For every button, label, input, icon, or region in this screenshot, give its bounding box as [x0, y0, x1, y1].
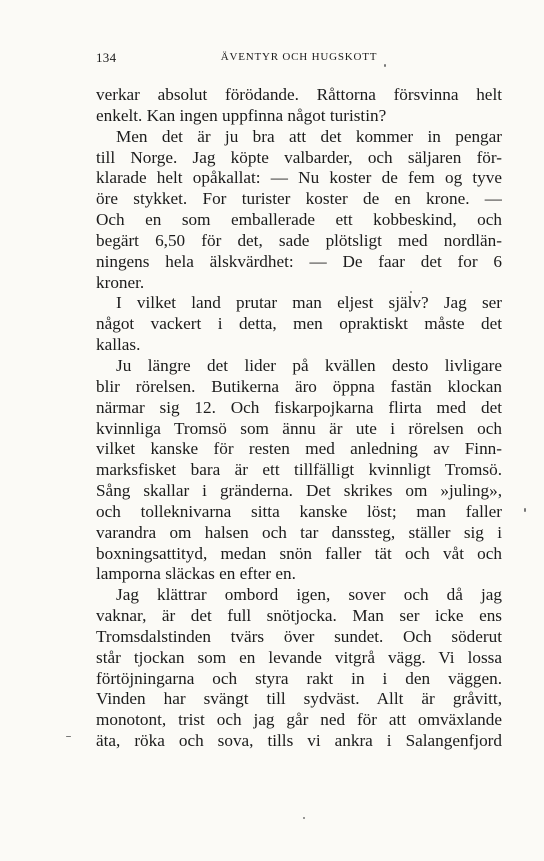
- text-line: kallas.: [96, 335, 141, 355]
- text-line: ningens hela älskvärdhet: — De faar det for 6: [96, 251, 502, 271]
- text-line: lamporna släckas en efter en.: [96, 564, 296, 584]
- text-line: Tromsdalstinden tvärs över sundet. Och söderut: [96, 626, 502, 646]
- text-line: Men det är ju bra att det kommer in pengar: [116, 126, 502, 146]
- text-line: vilket kanske för resten med anledning av Finn-: [96, 439, 502, 459]
- text-line: närmar sig 12. Och fiskarpojkarna flirta med det: [96, 397, 502, 417]
- page-header: [96, 50, 502, 70]
- print-speck: [524, 508, 526, 512]
- text-line: öre stykket. For turister koster de en krone. —: [96, 189, 502, 209]
- text-line: förtöjningarna och styra rakt in i den väggen.: [96, 668, 502, 688]
- text-line: och tolleknivarna sitta kanske löst; man faller: [96, 501, 502, 521]
- page-number: 134: [96, 50, 117, 65]
- text-line: vaknar, är det full snötjocka. Man ser icke ens: [96, 606, 502, 626]
- text-line: I vilket land prutar man eljest själv? Jag ser: [116, 293, 502, 313]
- running-title: ÄVENTYR OCH HUGSKOTT: [220, 51, 378, 63]
- print-speck: [66, 736, 71, 737]
- text-line: Ju längre det lider på kvällen desto livligare: [116, 355, 502, 375]
- text-line: verkar absolut förödande. Råttorna försvinna helt: [96, 85, 502, 104]
- print-speck: [410, 291, 412, 293]
- text-line: Vinden har svängt till sydväst. Allt är gråvitt,: [96, 689, 502, 709]
- text-line: står tjockan som en levande vitgrå vägg. Vi lossa: [96, 647, 502, 667]
- text-line: Och en som emballerade ett kobbeskind, och: [96, 210, 502, 230]
- text-line: äta, röka och sova, tills vi ankra i Salangenfjord: [96, 731, 502, 751]
- body-text: [96, 85, 502, 752]
- print-speck: [303, 817, 305, 819]
- text-line: något vackert i detta, men opraktiskt måste det: [96, 314, 502, 334]
- text-line: varandra om halsen och tar danssteg, ställer sig i: [96, 522, 502, 542]
- text-line: enkelt. Kan ingen uppfinna något turistin?: [96, 105, 387, 125]
- text-line: blir rörelsen. Butikerna äro öppna fastän klockan: [96, 376, 502, 396]
- text-line: Jag klättrar ombord igen, sover och då jag: [116, 585, 502, 605]
- text-line: begärt 6,50 för det, sade plötsligt med nordlän-: [96, 230, 502, 250]
- text-line: monotont, trist och jag går ned för att omväxlande: [96, 710, 502, 730]
- text-line: marksfisket bara är ett tillfälligt kvinnligt Tromsö.: [96, 460, 502, 480]
- text-line: kroner.: [96, 272, 145, 292]
- text-line: klarade helt opåkallat: — Nu koster de fem og tyve: [96, 168, 502, 188]
- text-line: till Norge. Jag köpte valbarder, och säljaren för-: [96, 147, 502, 167]
- text-line: Sång skallar i gränderna. Det skrikes om »juling»,: [96, 481, 502, 501]
- print-speck: [384, 64, 386, 67]
- text-line: kvinnliga Tromsö som ännu är ute i rörelsen och: [96, 418, 502, 438]
- text-line: boxningsattityd, medan snön faller tät och våt och: [96, 543, 502, 563]
